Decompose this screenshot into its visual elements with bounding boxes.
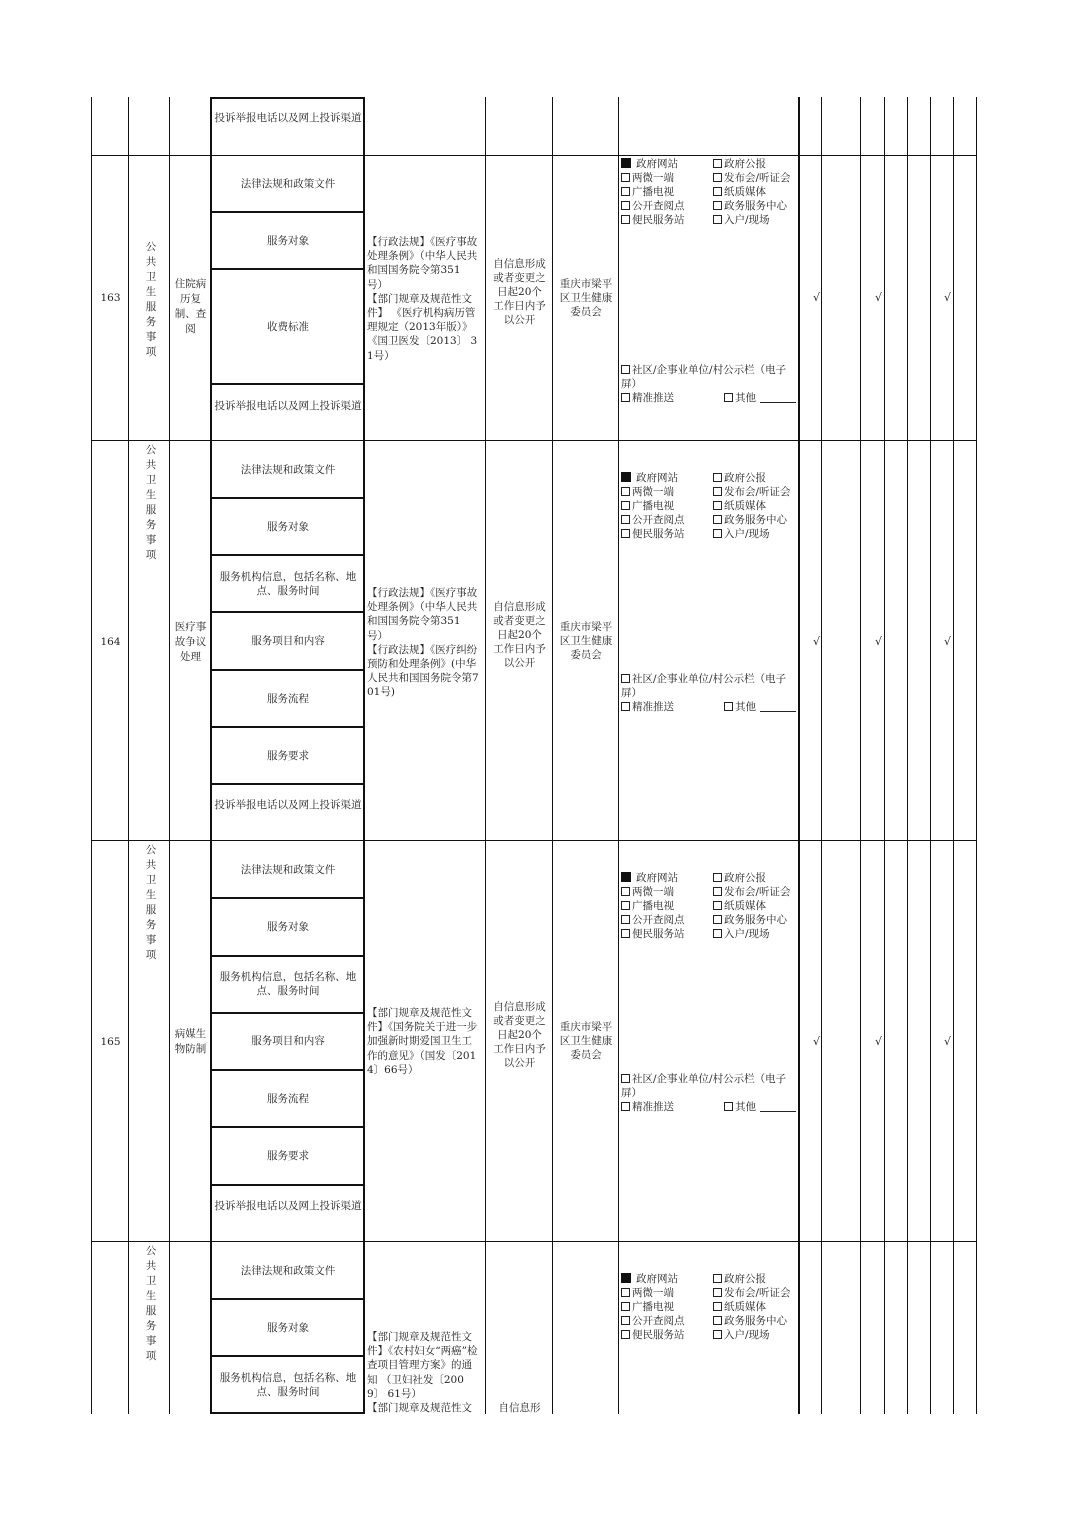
- item-label: 服务机构信息，包括名称、地点、服务时间: [219, 571, 357, 597]
- checkbox-icon: [621, 487, 630, 496]
- table-cell-item: 投诉举报电话以及网上投诉渠道: [214, 112, 362, 124]
- item-label: 服务项目和内容: [251, 1035, 325, 1047]
- check-mark: √: [813, 1035, 821, 1048]
- row-number: 165: [100, 1036, 121, 1048]
- checkbox-icon: [713, 1302, 722, 1311]
- publish-channels: 政府网站 政府公报 两微一端 发布会/听证会 广播电视 纸质媒体 公开查阅点 政务服务中心 便民服务站 入户/现场 社区/企事业单位/村公示栏（电子屏） 精准推送 其他: [621, 871, 798, 1121]
- checkbox-icon: [621, 1074, 630, 1083]
- checkbox-icon: [621, 187, 630, 196]
- service-category: 公共卫生服务事项: [145, 444, 157, 561]
- checkbox-icon: [713, 929, 722, 938]
- publish-channels: 政府网站 政府公报 两微一端 发布会/听证会 广播电视 纸质媒体 公开查阅点 政务服务中心 便民服务站 入户/现场 社区/企事业单位/村公示栏（电子屏） 精准推送 其他: [621, 471, 798, 721]
- checkbox-icon: [713, 215, 722, 224]
- publish-timelimit: 自信息形成或者变更之日起20个工作日内予以公开: [493, 601, 546, 669]
- item-label: 投诉举报电话以及网上投诉渠道: [214, 799, 362, 811]
- checkbox-icon: [713, 901, 722, 910]
- publishing-agency: 重庆市梁平区卫生健康委员会: [559, 621, 613, 661]
- checkbox-checked-icon: [621, 872, 631, 882]
- check-mark: √: [944, 635, 952, 648]
- checkbox-icon: [713, 529, 722, 538]
- checkbox-checked-icon: [621, 472, 631, 482]
- item-label: 投诉举报电话以及网上投诉渠道: [214, 1200, 362, 1212]
- item-label: 投诉举报电话以及网上投诉渠道: [214, 400, 362, 412]
- item-label: 服务对象: [267, 521, 309, 533]
- item-label: 服务对象: [267, 921, 309, 933]
- row-number: 164: [100, 636, 121, 648]
- checkbox-icon: [621, 1316, 630, 1325]
- check-mark: √: [813, 635, 821, 648]
- checkbox-icon: [621, 501, 630, 510]
- checkbox-icon: [713, 201, 722, 210]
- row-number: 163: [100, 292, 121, 304]
- checkbox-icon: [713, 915, 722, 924]
- legal-basis: 【行政法规】《医疗事故处理条例》（中华人民共和国国务院令第351号） 【部门规章及规范性文件】 《医疗机构病历管理规定（2013年版）》 《国卫医发〔2013〕 31号）: [367, 236, 478, 362]
- check-mark: √: [813, 291, 821, 304]
- item-label: 服务对象: [267, 1322, 309, 1334]
- publish-timelimit: 自信息形成或者变更之日起20个工作日内予以公开: [493, 1001, 546, 1069]
- check-mark: √: [944, 291, 952, 304]
- checkbox-icon: [724, 702, 733, 711]
- checkbox-icon: [713, 1288, 722, 1297]
- publishing-agency: 重庆市梁平区卫生健康委员会: [559, 278, 613, 318]
- checkbox-icon: [621, 674, 630, 683]
- publish-channels: 政府网站 政府公报 两微一端 发布会/听证会 广播电视 纸质媒体 公开查阅点 政务服务中心 便民服务站 入户/现场 社区/企事业单位/村公示栏（电子屏） 精准推送 其他: [621, 157, 798, 437]
- checkbox-icon: [621, 215, 630, 224]
- publish-timelimit: 自信息形: [498, 1402, 541, 1414]
- checkbox-icon: [621, 393, 630, 402]
- checkbox-icon: [724, 1102, 733, 1111]
- item-label: 服务要求: [267, 1150, 309, 1162]
- legal-basis: 【行政法规】《医疗事故处理条例》（中华人民共和国国务院令第351号） 【行政法规】《医疗纠纷预防和处理条例》(中华人民共和国国务院令第701号): [367, 587, 479, 699]
- checkbox-icon: [713, 187, 722, 196]
- legal-basis: 【部门规章及规范性文件】《国务院关于进一步加强新时期爱国卫生工作的意见》（国发〔2014〕66号）: [367, 1007, 478, 1076]
- checkbox-icon: [713, 173, 722, 182]
- item-label: 服务机构信息，包括名称、地点、服务时间: [219, 971, 357, 997]
- item-label: 服务项目和内容: [251, 635, 325, 647]
- checkbox-icon: [621, 173, 630, 182]
- checkbox-icon: [713, 501, 722, 510]
- checkbox-icon: [713, 1330, 722, 1339]
- checkbox-icon: [713, 873, 722, 882]
- checkbox-icon: [621, 515, 630, 524]
- checkbox-icon: [621, 1302, 630, 1311]
- checkbox-checked-icon: [621, 158, 631, 168]
- checkbox-icon: [713, 515, 722, 524]
- service-name: 病媒生物防制: [174, 1028, 207, 1055]
- item-label: 收费标准: [267, 321, 309, 333]
- item-label: 法律法规和政策文件: [240, 1265, 336, 1277]
- publishing-agency: 重庆市梁平区卫生健康委员会: [559, 1021, 613, 1061]
- publish-channels: 政府网站 政府公报 两微一端 发布会/听证会 广播电视 纸质媒体 公开查阅点 政务服务中心 便民服务站 入户/现场: [621, 1272, 798, 1352]
- service-category: 公共卫生服务事项: [145, 1245, 157, 1362]
- check-mark: √: [875, 635, 883, 648]
- checkbox-icon: [621, 887, 630, 896]
- item-label: 法律法规和政策文件: [240, 178, 336, 190]
- checkbox-icon: [621, 901, 630, 910]
- checkbox-icon: [713, 1274, 722, 1283]
- checkbox-icon: [621, 529, 630, 538]
- service-category: 公共卫生服务事项: [145, 241, 157, 358]
- checkbox-icon: [713, 159, 722, 168]
- item-label: 法律法规和政策文件: [240, 864, 336, 876]
- checkbox-icon: [621, 201, 630, 210]
- item-label: 服务流程: [267, 1093, 309, 1105]
- service-category: 公共卫生服务事项: [145, 844, 157, 961]
- service-name: 住院病历复制、查阅: [174, 278, 207, 335]
- legal-basis: 【部门规章及规范性文件】《农村妇女“两癌”检查项目管理方案》的通知 （卫妇社发〔2009〕 61号） 【部门规章及规范性文: [367, 1331, 478, 1414]
- checkbox-icon: [621, 365, 630, 374]
- checkbox-icon: [713, 487, 722, 496]
- item-label: 服务机构信息，包括名称、地点、服务时间: [219, 1372, 357, 1398]
- item-label: 法律法规和政策文件: [240, 464, 336, 476]
- checkbox-checked-icon: [621, 1273, 631, 1283]
- checkbox-icon: [713, 887, 722, 896]
- item-label: 服务要求: [267, 750, 309, 762]
- service-name: 医疗事故争议处理: [174, 621, 207, 663]
- checkbox-icon: [621, 1288, 630, 1297]
- checkbox-icon: [724, 393, 733, 402]
- check-mark: √: [875, 291, 883, 304]
- item-label: 服务对象: [267, 235, 309, 247]
- check-mark: √: [875, 1035, 883, 1048]
- item-label: 服务流程: [267, 693, 309, 705]
- checkbox-icon: [713, 1316, 722, 1325]
- check-mark: √: [944, 1035, 952, 1048]
- checkbox-icon: [621, 702, 630, 711]
- publish-timelimit: 自信息形成或者变更之日起20个工作日内予以公开: [493, 258, 546, 326]
- checkbox-icon: [621, 1330, 630, 1339]
- checkbox-icon: [621, 1102, 630, 1111]
- checkbox-icon: [713, 473, 722, 482]
- checkbox-icon: [621, 929, 630, 938]
- checkbox-icon: [621, 915, 630, 924]
